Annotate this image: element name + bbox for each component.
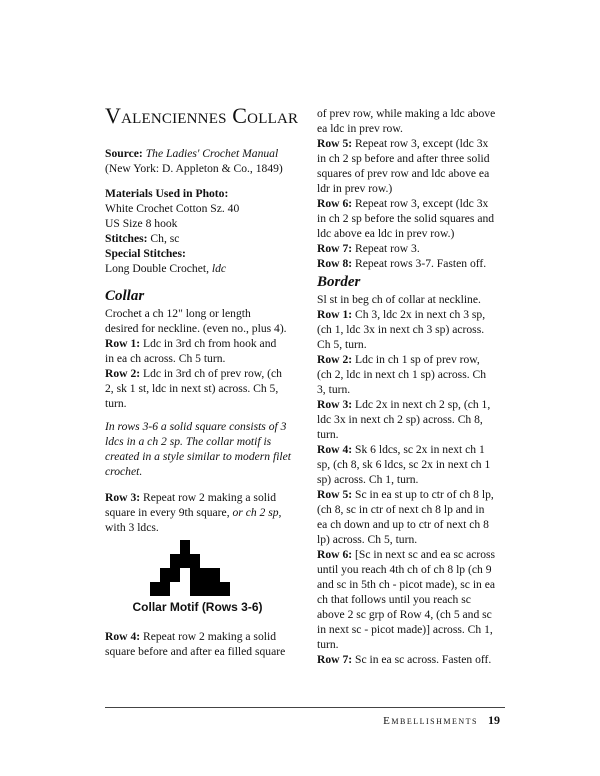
source-publisher: (New York: D. Appleton & Co., 1849) (105, 162, 283, 175)
border-row1-text: Ch 3, ldc 2x in next ch 3 sp, (352, 308, 486, 321)
border-row4-label: Row 4: (317, 443, 353, 456)
border-intro: Sl st in beg ch of collar at neckline. (317, 293, 481, 306)
collar-row3-italic: or ch 2 sp, (232, 506, 282, 519)
border-row3-text: ldc 3x in next ch 2 sp) across. Ch 8, (317, 413, 483, 426)
footer-divider (105, 707, 505, 708)
border-row3-text: turn. (317, 428, 339, 441)
collar-row6-text: Repeat row 3, except (ldc 3x (352, 197, 489, 210)
collar-heading: Collar (105, 288, 145, 304)
border-row2-text: Ldc in ch 1 sp of prev row, (352, 353, 480, 366)
collar-note-line: In rows 3-6 a solid square consists of 3 (105, 420, 287, 433)
border-row7-label: Row 7: (317, 653, 353, 666)
collar-note-line: ldcs in a ch 2 sp. The collar motif is (105, 435, 272, 448)
border-row5-label: Row 5: (317, 488, 353, 501)
border-row3-text: Ldc 2x in next ch 2 sp, (ch 1, (352, 398, 491, 411)
border-heading: Border (317, 274, 361, 290)
stitches-value: Ch, sc (150, 232, 180, 245)
collar-row1-label: Row 1: (105, 337, 141, 350)
collar-row1-text: in ea ch across. Ch 5 turn. (105, 352, 226, 365)
border-row6-text: in next sc - picot made)] across. Ch 1, (317, 623, 493, 636)
collar-instructions (105, 306, 290, 411)
border-row4-text: Sk 6 ldcs, sc 2x in next ch 1 (352, 443, 485, 456)
collar-intro-2: desired for neckline. (even no., plus 4). (105, 322, 287, 335)
motif-block (190, 582, 230, 596)
border-row5-text: (ch 8, sc in ctr of next ch 8 lp and in (317, 503, 485, 516)
collar-row2-text: Ldc in 3rd ch of prev row, (ch (140, 367, 282, 380)
border-row1-label: Row 1: (317, 308, 353, 321)
motif-block (180, 540, 190, 554)
motif-block (150, 582, 170, 596)
collar-row7-label: Row 7: (317, 242, 353, 255)
motif-block (190, 568, 220, 582)
collar-row5-text: ldr in prev row.) (317, 182, 393, 195)
collar-row6-text: ldc above ea ldc in prev row.) (317, 227, 455, 240)
border-instructions (317, 292, 502, 667)
materials-hook: US Size 8 hook (105, 217, 178, 230)
source-block (105, 146, 290, 176)
collar-row2-label: Row 2: (105, 367, 141, 380)
collar-row3-text: square in every 9th square, (105, 506, 233, 519)
border-row2-text: 3, turn. (317, 383, 351, 396)
border-row6-text: ch that follows until you reach sc (317, 593, 471, 606)
motif-block (170, 554, 200, 568)
collar-row8-label: Row 8: (317, 257, 353, 270)
border-row6-text: until you reach 4th ch of ch 8 lp (ch 9 (317, 563, 492, 576)
special-stitches-label: Special Stitches: (105, 247, 186, 260)
border-row5-text: Sc in ea st up to ctr of ch 8 lp, (352, 488, 494, 501)
materials-thread: White Crochet Cotton Sz. 40 (105, 202, 240, 215)
materials-block (105, 186, 290, 276)
collar-row3 (105, 490, 290, 535)
special-stitches-abbrev: ldc (211, 262, 227, 275)
border-row1-text: (ch 1, ldc 3x in next ch 3 sp) across. (317, 323, 485, 336)
border-row6-label: Row 6: (317, 548, 353, 561)
border-row2-text: (ch 2, ldc in next ch 1 sp) across. Ch (317, 368, 487, 381)
collar-row4-label: Row 4: (105, 630, 141, 643)
collar-row1-text: Ldc in 3rd ch from hook and (140, 337, 277, 350)
collar-row5-text: in ch 2 sp before and after three solid (317, 152, 490, 165)
page-footer (340, 713, 500, 728)
materials-label: Materials Used in Photo: (105, 187, 229, 200)
border-row6-text: [Sc in next sc and ea sc across (352, 548, 496, 561)
border-row6-text: and sc in 5th ch - picot made), sc in ea (317, 578, 496, 591)
collar-row5-text: squares of prev row and ldc above ea (317, 167, 490, 180)
collar-rows-continued (317, 106, 502, 271)
collar-row2-text: 2, sk 1 st, ldc in next st) across. Ch 5, (105, 382, 279, 395)
collar-motif-caption: Collar Motif (Rows 3-6) (132, 600, 263, 614)
page-title: Valenciennes Collar (105, 103, 299, 128)
border-row5-text: ea ch down and up to ctr of next ch 8 (317, 518, 489, 531)
border-row2-label: Row 2: (317, 353, 353, 366)
footer-section-title: Embellishments (383, 715, 478, 727)
collar-row6-label: Row 6: (317, 197, 353, 210)
source-book: The Ladies' Crochet Manual (145, 147, 279, 160)
collar-note-line: created in a style similar to modern filet (105, 450, 292, 463)
collar-row4-text: square before and after ea filled square (105, 645, 286, 658)
border-row7-text: Sc in ea sc across. Fasten off. (352, 653, 492, 666)
collar-row3-text: with 3 ldcs. (105, 521, 159, 534)
collar-intro-1: Crochet a ch 12" long or length (105, 307, 251, 320)
border-row4-text: sp) across. Ch 1, turn. (317, 473, 419, 486)
source-label: Source: (105, 147, 143, 160)
border-row6-text: above 2 sc grp of Row 4, (ch 5 and sc (317, 608, 492, 621)
collar-row4 (105, 629, 290, 659)
row4-continued: of prev row, while making a ldc above (317, 107, 496, 120)
collar-row8-text: Repeat rows 3-7. Fasten off. (352, 257, 487, 270)
collar-note (105, 419, 290, 479)
collar-row4-text: Repeat row 2 making a solid (140, 630, 276, 643)
border-row6-text: turn. (317, 638, 339, 651)
border-row5-text: lp) across. Ch 5, turn. (317, 533, 418, 546)
collar-row7-text: Repeat row 3. (352, 242, 420, 255)
motif-block (160, 568, 180, 582)
collar-row3-label: Row 3: (105, 491, 141, 504)
collar-row5-label: Row 5: (317, 137, 353, 150)
border-row3-label: Row 3: (317, 398, 353, 411)
collar-row6-text: in ch 2 sp before the solid squares and (317, 212, 495, 225)
collar-row3-text: Repeat row 2 making a solid (140, 491, 276, 504)
page-number: 19 (488, 713, 500, 727)
collar-note-line: crochet. (105, 465, 143, 478)
stitches-label: Stitches: (105, 232, 148, 245)
border-row1-text: Ch 5, turn. (317, 338, 367, 351)
border-row4-text: sp, (ch 8, sk 6 ldcs, sc 2x in next ch 1 (317, 458, 491, 471)
collar-row5-text: Repeat row 3, except (ldc 3x (352, 137, 489, 150)
special-stitches-value: Long Double Crochet, (105, 262, 212, 275)
collar-motif-diagram (150, 540, 230, 596)
row4-continued: ea ldc in prev row. (317, 122, 403, 135)
collar-row2-text: turn. (105, 397, 127, 410)
